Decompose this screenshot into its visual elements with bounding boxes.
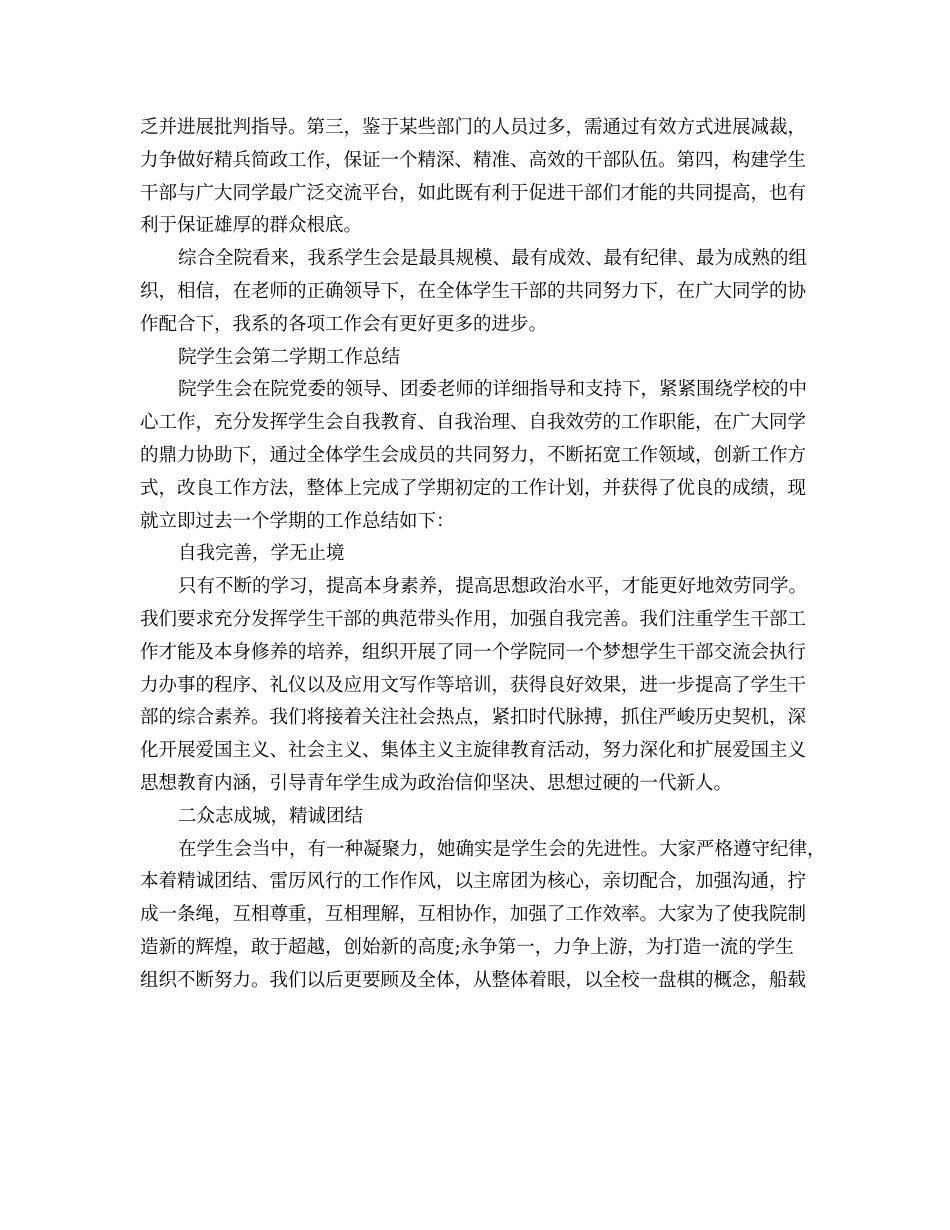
- text-line: 织，相信，在老师的正确领导下，在全体学生干部的共同努力下，在广大同学的协: [140, 281, 807, 302]
- text-line: 二众志成城，精诚团结: [178, 805, 364, 827]
- text-line: 力争做好精兵简政工作，保证一个精深、精准、高效的干部队伍。第四，构建学生: [140, 149, 807, 171]
- text-line: 的鼎力协助下，通过全体学生会成员的共同努力，不断拓宽工作领域，创新工作方: [140, 445, 807, 466]
- text-line: 自我完善，学无止境: [178, 543, 345, 565]
- text-line: 院学生会第二学期工作总结: [178, 346, 401, 368]
- text-line: 本着精诚团结、雷厉风行的工作作风，以主席团为核心，亲切配合，加强沟通，拧: [140, 871, 807, 893]
- text-line: 综合全院看来，我系学生会是最具规模、最有成效、最有纪律、最为成熟的组: [178, 248, 808, 270]
- text-line: 就立即过去一个学期的工作总结如下：: [140, 510, 455, 532]
- text-line: 部的综合素养。我们将接着关注社会热点，紧扣时代脉搏，抓住严峻历史契机，深: [140, 707, 807, 729]
- text-line: 作才能及本身修养的培养，组织开展了同一个学院同一个梦想学生干部交流会执行: [140, 641, 807, 663]
- text-line: 造新的辉煌，敢于超越，创始新的高度;永争第一，力争上游，为打造一流的学生: [140, 937, 794, 958]
- text-line: 作配合下，我系的各项工作会有更好更多的进步。: [140, 313, 548, 335]
- text-line: 式，改良工作方法，整体上完成了学期初定的工作计划，并获得了优良的成绩，现: [140, 477, 807, 499]
- text-line: 乏并进展批判指导。第三，鉴于某些部门的人员过多，需通过有效方式进展减裁，: [140, 117, 807, 138]
- text-line: 成一条绳，互相尊重，互相理解，互相协作，加强了工作效率。大家为了使我院制: [140, 904, 807, 926]
- text-line: 我们要求充分发挥学生干部的典范带头作用，加强自我完善。我们注重学生干部工: [140, 609, 807, 630]
- text-line: 组织不断努力。我们以后更要顾及全体，从整体着眼，以全校一盘棋的概念，船载: [140, 969, 807, 991]
- text-line: 院学生会在院党委的领导、团委老师的详细指导和支持下，紧紧围绕学校的中: [178, 379, 808, 401]
- text-line: 心工作，充分发挥学生会自我教育、自我治理、自我效劳的工作职能，在广大同学: [140, 412, 807, 434]
- text-line: 只有不断的学习，提高本身素养，提高思想政治水平，才能更好地效劳同学。: [178, 576, 808, 598]
- text-line: 在学生会当中，有一种凝聚力，她确实是学生会的先进性。大家严格遵守纪律，: [178, 838, 826, 860]
- text-line: 化开展爱国主义、社会主义、集体主义主旋律教育活动，努力深化和扩展爱国主义: [140, 740, 807, 762]
- text-line: 思想教育内涵，引导青年学生成为政治信仰坚决、思想过硬的一代新人。: [140, 773, 733, 794]
- text-line: 利于保证雄厚的群众根底。: [140, 215, 363, 237]
- text-line: 力办事的程序、礼仪以及应用文写作等培训，获得良好效果，进一步提高了学生干: [140, 674, 807, 696]
- text-line: 干部与广大同学最广泛交流平台，如此既有利于促进干部们才能的共同提高，也有: [140, 182, 807, 204]
